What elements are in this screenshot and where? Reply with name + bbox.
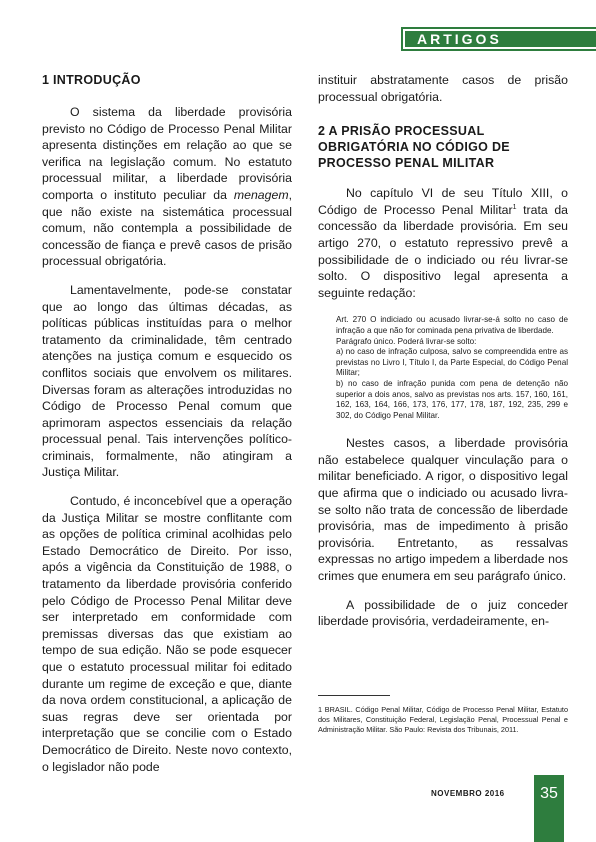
quote-line: a) no caso de infração culposa, salvo se compreendida entre as previstas no Livro I, Título I, da Parte Especial, do Código Penal Militar; <box>336 347 568 378</box>
paragraph: Contudo, é inconcebível que a operação da Justiça Militar se mostre conflitante com as opções de política criminal acolhidas pelo Estado Democrático de Direito. Por isso, após a vigência da Constituição de 1988, o tratamento da liberdade provisória conferido pelo Código de Processo Penal Militar deve ser interpretado em conformidade com premissas diversas das que existiam ao tempo de sua edição. Não se pode esquecer que o estatuto processual militar foi editado durante um regime de exceção e que, diante da nova ordem constitucional, a aplicação de suas regras deve ser orientada por interpretação que se concilie com o Estado Democrático de Direito. Neste novo contexto, o legislador não pode <box>42 494 292 774</box>
paragraph-continuation: instituir abstratamente casos de prisão processual obrigatória. <box>318 73 568 104</box>
quote-line: Art. 270 O indiciado ou acusado livrar-se-á solto no caso de infração a que não for cominada pena privativa de liberdade. <box>336 315 568 335</box>
heading-introducao: 1 INTRODUÇÃO <box>42 73 141 87</box>
heading-prisao-processual: 2 A PRISÃO PROCESSUAL OBRIGATÓRIA NO CÓDIGO DE PROCESSO PENAL MILITAR <box>318 124 510 171</box>
footnote-ref: 1 <box>512 203 517 211</box>
footnote-divider <box>318 695 390 696</box>
issue-date: NOVEMBRO 2016 <box>431 789 505 798</box>
legal-quote <box>336 315 568 421</box>
paragraph: Nestes casos, a liberdade provisória não estabelece qualquer vinculação para o militar beneficiado. A rigor, o dispositivo legal que afirma que o indiciado ou acusado livra-se solto não trata de concessão de liberdade provisória, mas de impedimento à prisão provisória. Entretanto, as ressalvas expressas no artigo impedem a liberdade nos crimes que enumera em seu parágrafo único. <box>318 436 568 584</box>
paragraph: No capítulo VI de seu Título XIII, o Código de Processo Penal Militar$^1$ trata da concessão da liberdade provisória. Em seu artigo 270, o estatuto repressivo prevê a possibilidade de o indiciado ou réu livrar-se solto. O dispositivo legal apresenta a seguinte redação: <box>318 186 569 300</box>
section-title: ARTIGOS <box>417 31 502 47</box>
footnote: 1 BRASIL. Código Penal Militar, Código de Processo Penal Militar, Estatuto dos Militares, Constituição Federal, Legislação Penal, Processual Penal e Administração Militar. São Paulo: Revista dos Tribunais, 2011. <box>318 705 568 734</box>
paragraph: A possibilidade de o juiz conceder liberdade provisória, verdadeiramente, en- <box>318 597 568 629</box>
quote-line: b) no caso de infração punida com pena de detenção não superior a dois anos, salvo as previstas nos arts. 157, 160, 161, 162, 163, 164, 166, 173, 176, 177, 178, 187, 192, 235, 299 e 302, do Código Penal Militar. <box>336 378 568 420</box>
page-number: 35 <box>540 785 558 802</box>
paragraph: O sistema da liberdade provisória previsto no Código de Processo Penal Militar apresenta distinções em relação ao que se verifica na legislação comum. No estatuto processual militar, a liberdade provisória comporta o instituto peculiar da menagem, que não existe na sistemática processual comum, não contempla a possibilidade de concessão de fiança e prevê casos de prisão processual obrigatória. <box>42 105 292 269</box>
quote-line: Parágrafo único. Poderá livrar-se solto: <box>336 336 477 346</box>
right-column <box>318 72 568 642</box>
left-column <box>42 72 292 787</box>
paragraph: Lamentavelmente, pode-se constatar que ao longo das últimas décadas, as políticas públicas instituídas para o melhor tratamento da criminalidade, têm centrado atenções na justiça comum e esquecido os conflitos sociais que envolvem os militares. Diversas foram as alterações introduzidas no Código de Processo Penal comum que aprimoram aspectos essenciais da relação processual penal. Tais intervenções político-criminais, formalmente, não atingiram a Justiça Militar. <box>42 282 292 480</box>
